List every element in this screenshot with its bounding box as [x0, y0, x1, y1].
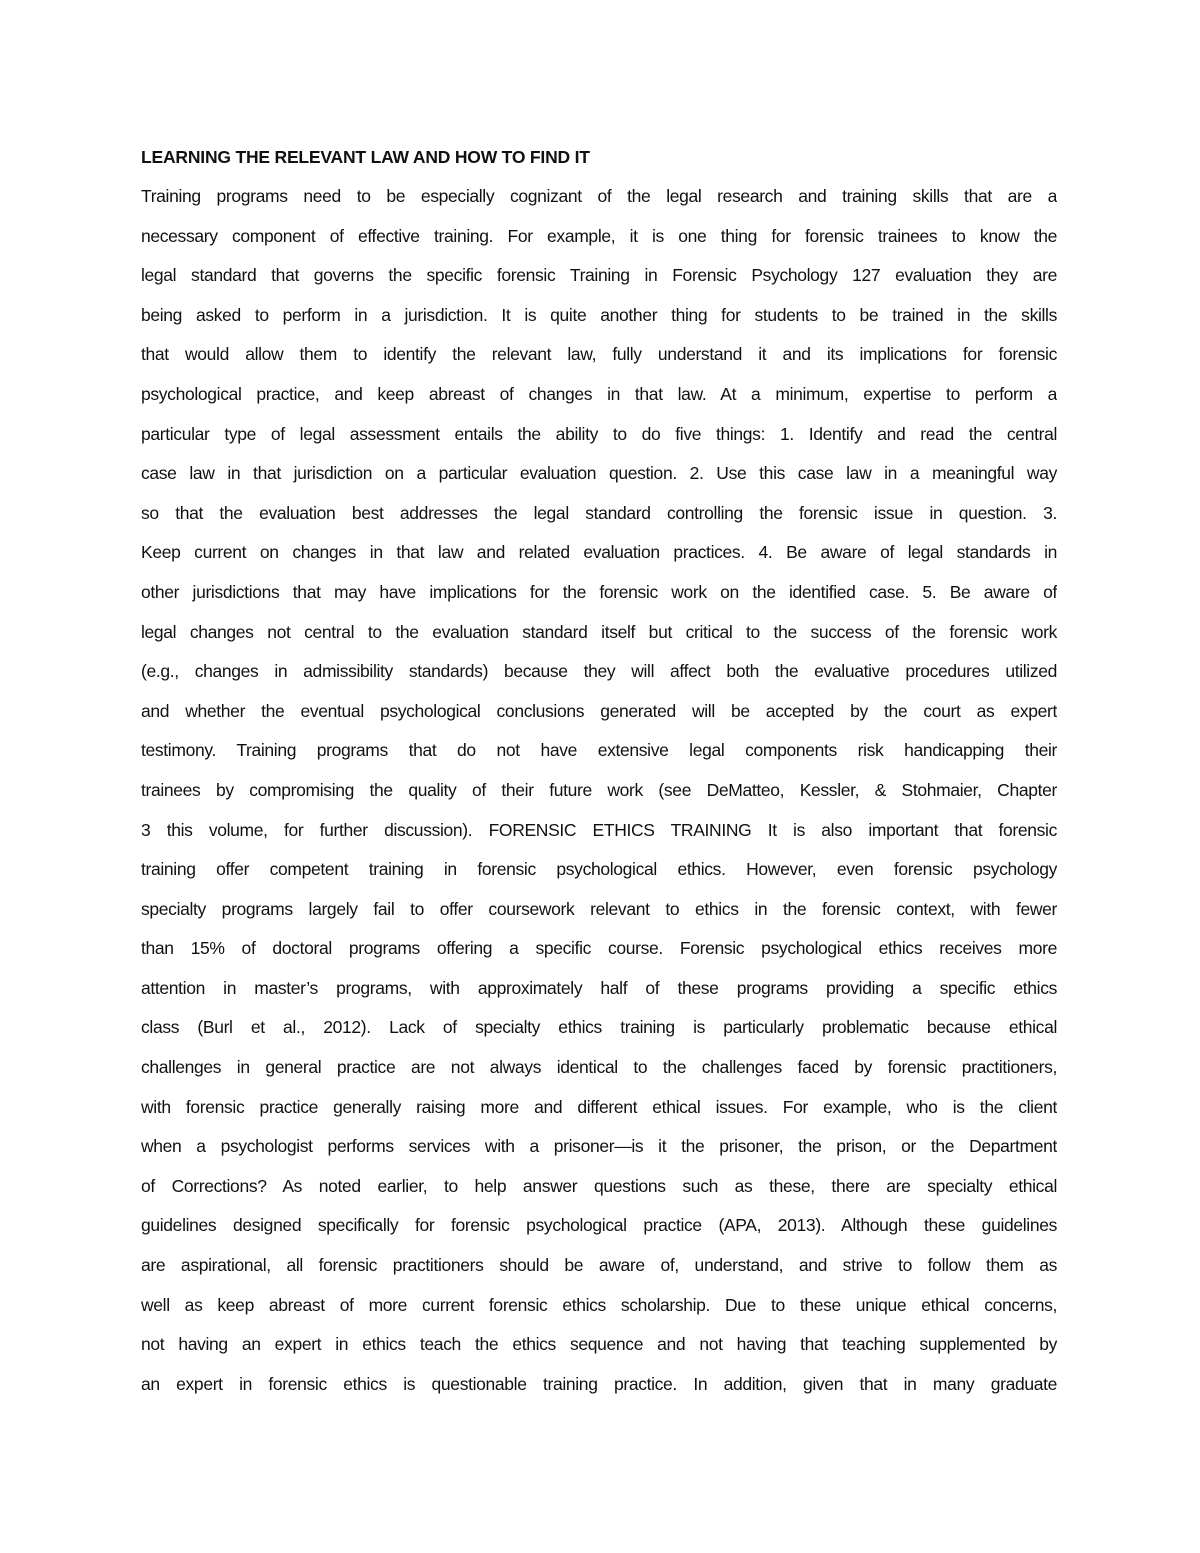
text-line: well as keep abreast of more current forensic ethics scholarship. Due to these unique ethical concerns, — [141, 1294, 1057, 1315]
text-line: particular type of legal assessment entails the ability to do five things: 1. Identify and read the central — [141, 423, 1057, 444]
text-line: legal changes not central to the evaluation standard itself but critical to the success of the forensic work — [141, 621, 1057, 642]
text-line: attention in master’s programs, with approximately half of these programs providing a specific ethics — [141, 977, 1057, 998]
text-line: when a psychologist performs services with a prisoner—is it the prisoner, the prison, or the Department — [141, 1136, 1057, 1157]
text-line: case law in that jurisdiction on a particular evaluation question. 2. Use this case law in a meaningful way — [141, 463, 1057, 484]
text-line: 3 this volume, for further discussion). FORENSIC ETHICS TRAINING It is also important that forensic — [141, 819, 1057, 840]
body-paragraph — [141, 177, 1057, 1404]
text-line: that would allow them to identify the relevant law, fully understand it and its implications for forensic — [141, 344, 1057, 365]
text-line: guidelines designed specifically for forensic psychological practice (APA, 2013). Although these guidelines — [141, 1215, 1057, 1236]
text-line: legal standard that governs the specific forensic Training in Forensic Psychology 127 evaluation they are — [141, 265, 1057, 286]
text-line: specialty programs largely fail to offer coursework relevant to ethics in the forensic context, with fewer — [141, 898, 1057, 919]
text-line: an expert in forensic ethics is questionable training practice. In addition, given that in many graduate — [141, 1373, 1057, 1394]
text-line: Training programs need to be especially cognizant of the legal research and training skills that are a — [141, 186, 1057, 206]
text-line: and whether the eventual psychological conclusions generated will be accepted by the court as expert — [141, 700, 1057, 721]
text-line: testimony. Training programs that do not have extensive legal components risk handicapping their — [141, 740, 1057, 761]
text-line: not having an expert in ethics teach the ethics sequence and not having that teaching supplemented by — [141, 1334, 1057, 1355]
text-line: with forensic practice generally raising more and different ethical issues. For example, who is the client — [141, 1096, 1057, 1117]
text-line: challenges in general practice are not always identical to the challenges faced by forensic practitioners, — [141, 1057, 1057, 1078]
text-line: than 15% of doctoral programs offering a specific course. Forensic psychological ethics receives more — [141, 938, 1057, 959]
text-line: being asked to perform in a jurisdiction. It is quite another thing for students to be trained in the skills — [141, 304, 1057, 325]
text-line: Keep current on changes in that law and related evaluation practices. 4. Be aware of legal standards in — [141, 542, 1057, 563]
document-content — [141, 138, 1057, 1404]
text-line: are aspirational, all forensic practitioners should be aware of, understand, and strive to follow them as — [141, 1255, 1057, 1276]
section-heading: LEARNING THE RELEVANT LAW AND HOW TO FIND IT — [141, 147, 590, 167]
text-line: psychological practice, and keep abreast of changes in that law. At a minimum, expertise to perform a — [141, 383, 1057, 404]
text-line: necessary component of effective training. For example, it is one thing for forensic trainees to know the — [141, 225, 1057, 246]
text-line: class (Burl et al., 2012). Lack of specialty ethics training is particularly problematic because ethical — [141, 1017, 1057, 1038]
text-line: other jurisdictions that may have implications for the forensic work on the identified case. 5. Be aware of — [141, 581, 1057, 602]
text-line: training offer competent training in forensic psychological ethics. However, even forensic psychology — [141, 859, 1057, 880]
text-line: trainees by compromising the quality of their future work (see DeMatteo, Kessler, & Stohmaier, Chapter — [141, 779, 1057, 800]
text-line: so that the evaluation best addresses the legal standard controlling the forensic issue in question. 3. — [141, 502, 1057, 523]
text-line: of Corrections? As noted earlier, to help answer questions such as these, there are specialty ethical — [141, 1175, 1057, 1196]
text-line: (e.g., changes in admissibility standards) because they will affect both the evaluative procedures utilized — [141, 661, 1057, 682]
